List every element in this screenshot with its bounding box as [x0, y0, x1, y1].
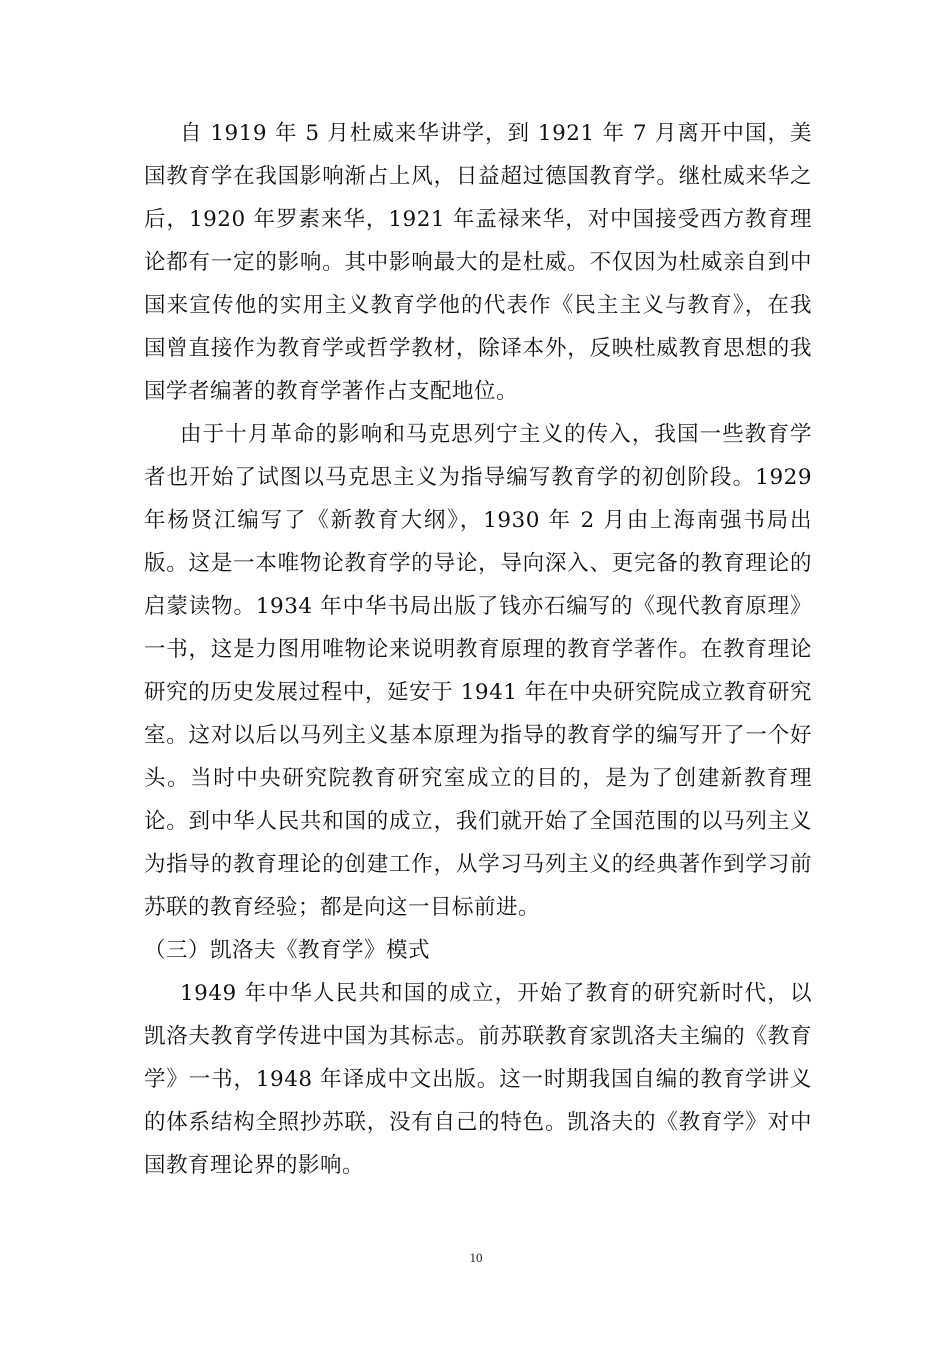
body-text — [144, 112, 812, 1187]
page-number: 10 — [469, 1250, 483, 1265]
paragraph-marxist-education: 由于十月革命的影响和马克思列宁主义的传入，我国一些教育学者也开始了试图以马克思主义为指导编写教育学的初创阶段。1929 年杨贤江编写了《新教育大纲》，1930 年 2 月由上海南强书局出版。这是一本唯物论教育学的导论，导向深入、更完备的教育理论的启蒙读物。1934 年中华书局出版了钱亦石编写的《现代教育原理》一书，这是力图用唯物论来说明教育原理的教育学著作。在教育理论研究的历史发展过程中，延安于 1941 年在中央研究院成立教育研究室。这对以后以马列主义基本原理为指导的教育学的编写开了一个好头。当时中央研究院教育研究室成立的目的，是为了创建新教育理论。到中华人民共和国的成立，我们就开始了全国范围的以马列主义为指导的教育理论的创建工作，从学习马列主义的经典著作到学习前苏联的教育经验；都是向这一目标前进。 — [144, 422, 812, 920]
section-heading: （三）凯洛夫《教育学》模式 — [144, 938, 431, 963]
paragraph-kairov-model: 1949 年中华人民共和国的成立，开始了教育的研究新时代，以凯洛夫教育学传进中国为其标志。前苏联教育家凯洛夫主编的《教育学》一书，1948 年译成中文出版。这一时期我国自编的教育学讲义的体系结构全照抄苏联，没有自己的特色。凯洛夫的《教育学》对中国教育理论界的影响。 — [144, 981, 812, 1178]
paragraph-dewey-influence: 自 1919 年 5 月杜威来华讲学，到 1921 年 7 月离开中国，美国教育学在我国影响渐占上风，日益超过德国教育学。继杜威来华之后，1920 年罗素来华，1921 年孟禄来华，对中国接受西方教育理论都有一定的影响。其中影响最大的是杜威。不仅因为杜威亲自到中国来宣传他的实用主义教育学他的代表作《民主主义与教育》，在我国曾直接作为教育学或哲学教材，除译本外，反映杜威教育思想的我国学者编著的教育学著作占支配地位。 — [144, 121, 812, 404]
